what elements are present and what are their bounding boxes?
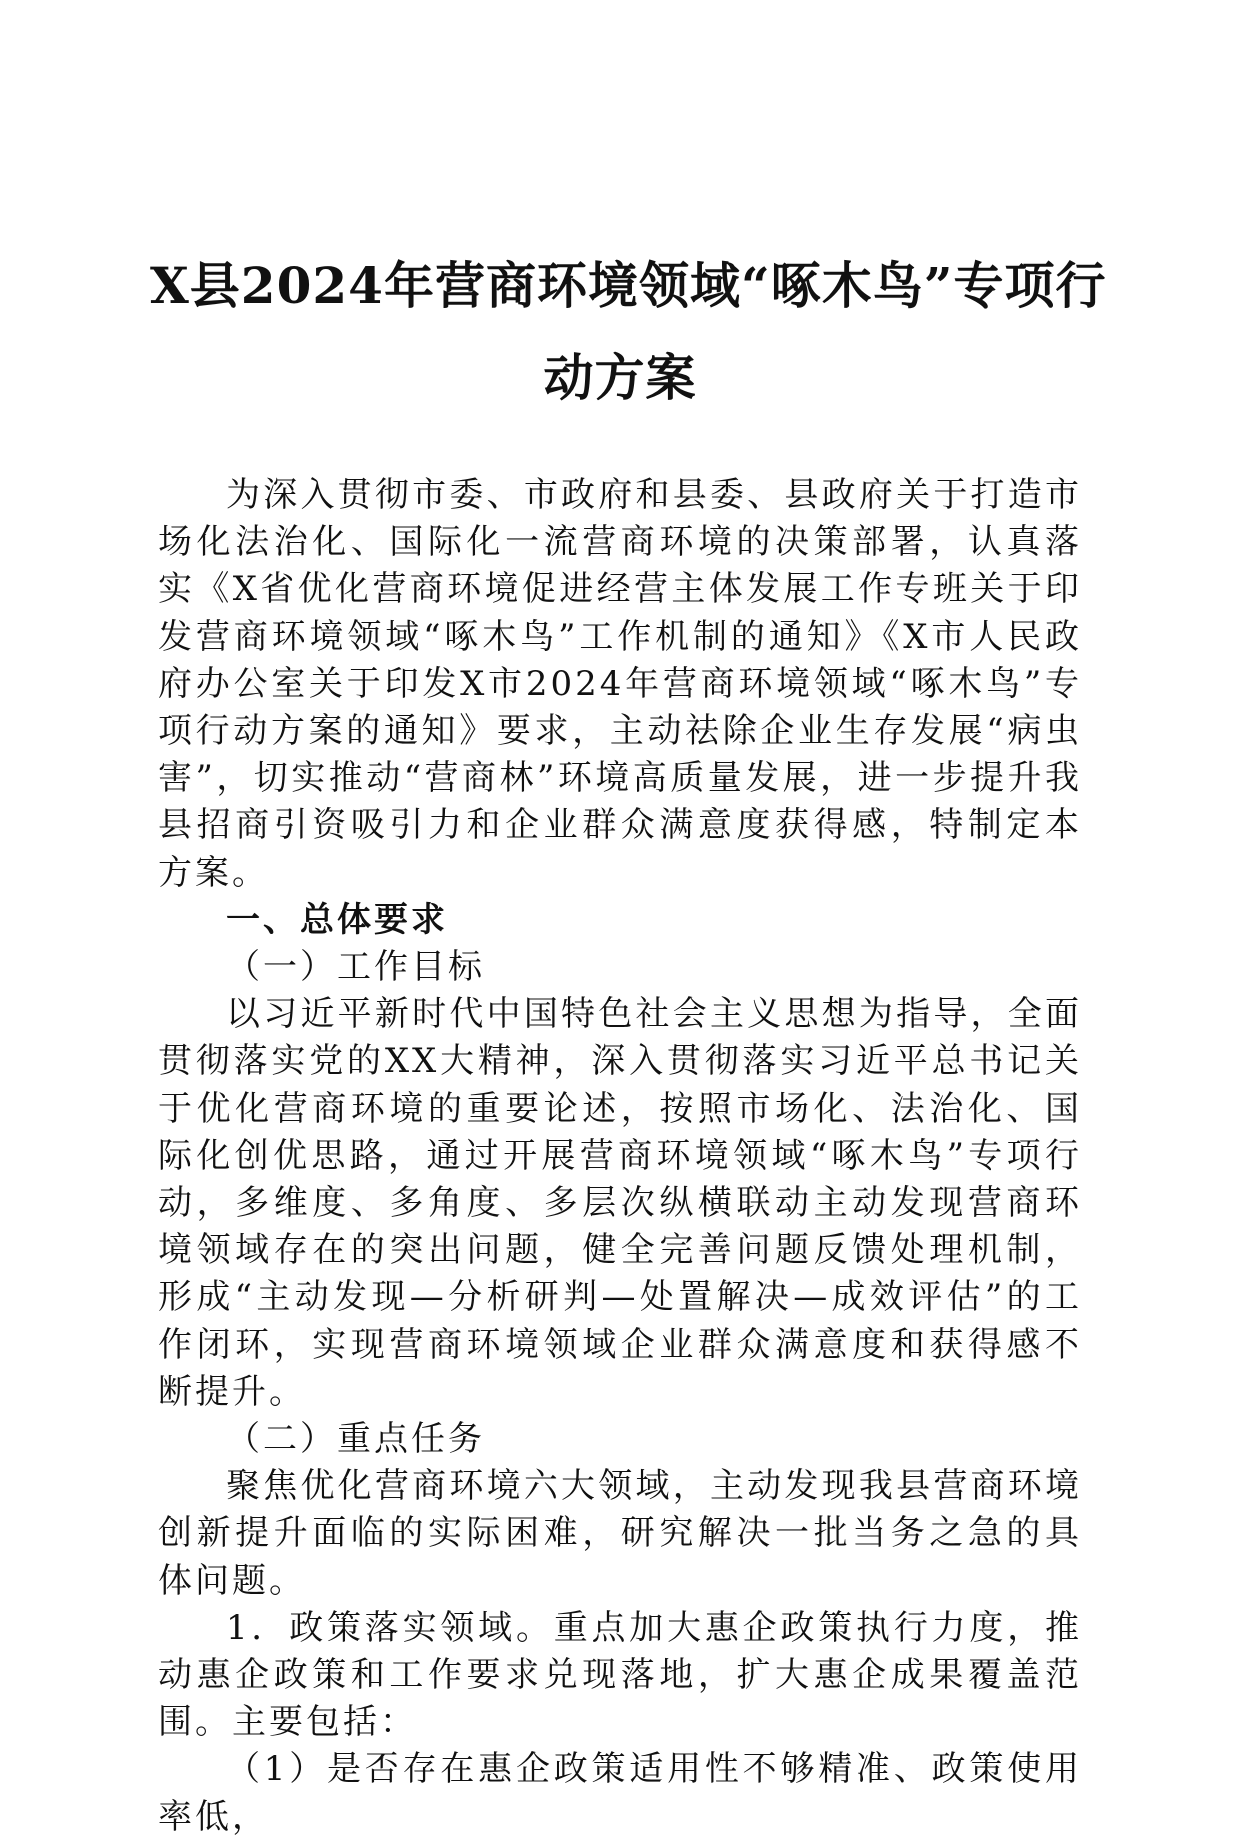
policy-implementation-paragraph: 1．政策落实领域。重点加大惠企政策执行力度，推动惠企政策和工作要求兑现落地，扩大惠企成果覆盖范围。主要包括：	[158, 1607, 1082, 1743]
section-heading-general-requirements: 一、总体要求	[226, 899, 448, 940]
work-goals-paragraph: 以习近平新时代中国特色社会主义思想为指导，全面贯彻落实党的XX大精神，深入贯彻落实习近平总书记关于优化营商环境的重要论述，按照市场化、法治化、国际化创优思路，通过开展营商环境领域“啄木鸟”专项行动，多维度、多角度、多层次纵横联动主动发现营商环境领域存在的突出问题，健全完善问题反馈处理机制，形成“主动发现—分析研判—处置解决—成效评估”的工作闭环，实现营商环境领域企业群众满意度和获得感不断提升。	[158, 994, 1082, 1412]
subsection-heading-key-tasks: （二）重点任务	[226, 1419, 485, 1460]
key-tasks-paragraph: 聚焦优化营商环境六大领域，主动发现我县营商环境创新提升面临的实际困难，研究解决一批当务之急的具体问题。	[158, 1466, 1082, 1601]
document-body	[158, 472, 1082, 1841]
document-title-line-1: X县2024年营商环境领域“啄木鸟”专项行	[150, 256, 1107, 315]
subsection-heading-work-goals: （一）工作目标	[226, 947, 485, 988]
intro-paragraph: 为深入贯彻市委、市政府和县委、县政府关于打造市场化法治化、国际化一流营商环境的决策部署，认真落实《X省优化营商环境促进经营主体发展工作专班关于印发营商环境领域“啄木鸟”工作机制的通知》《X市人民政府办公室关于印发X市2024年营商环境领域“啄木鸟”专项行动方案的通知》要求，主动祛除企业生存发展“病虫害”，切实推动“营商林”环境高质量发展，进一步提升我县招商引资吸引力和企业群众满意度获得感，特制定本方案。	[158, 475, 1082, 893]
policy-item-1-paragraph: （1）是否存在惠企政策适用性不够精准、政策使用率低，	[158, 1749, 1082, 1837]
document-title-line-2: 动方案	[543, 348, 697, 407]
